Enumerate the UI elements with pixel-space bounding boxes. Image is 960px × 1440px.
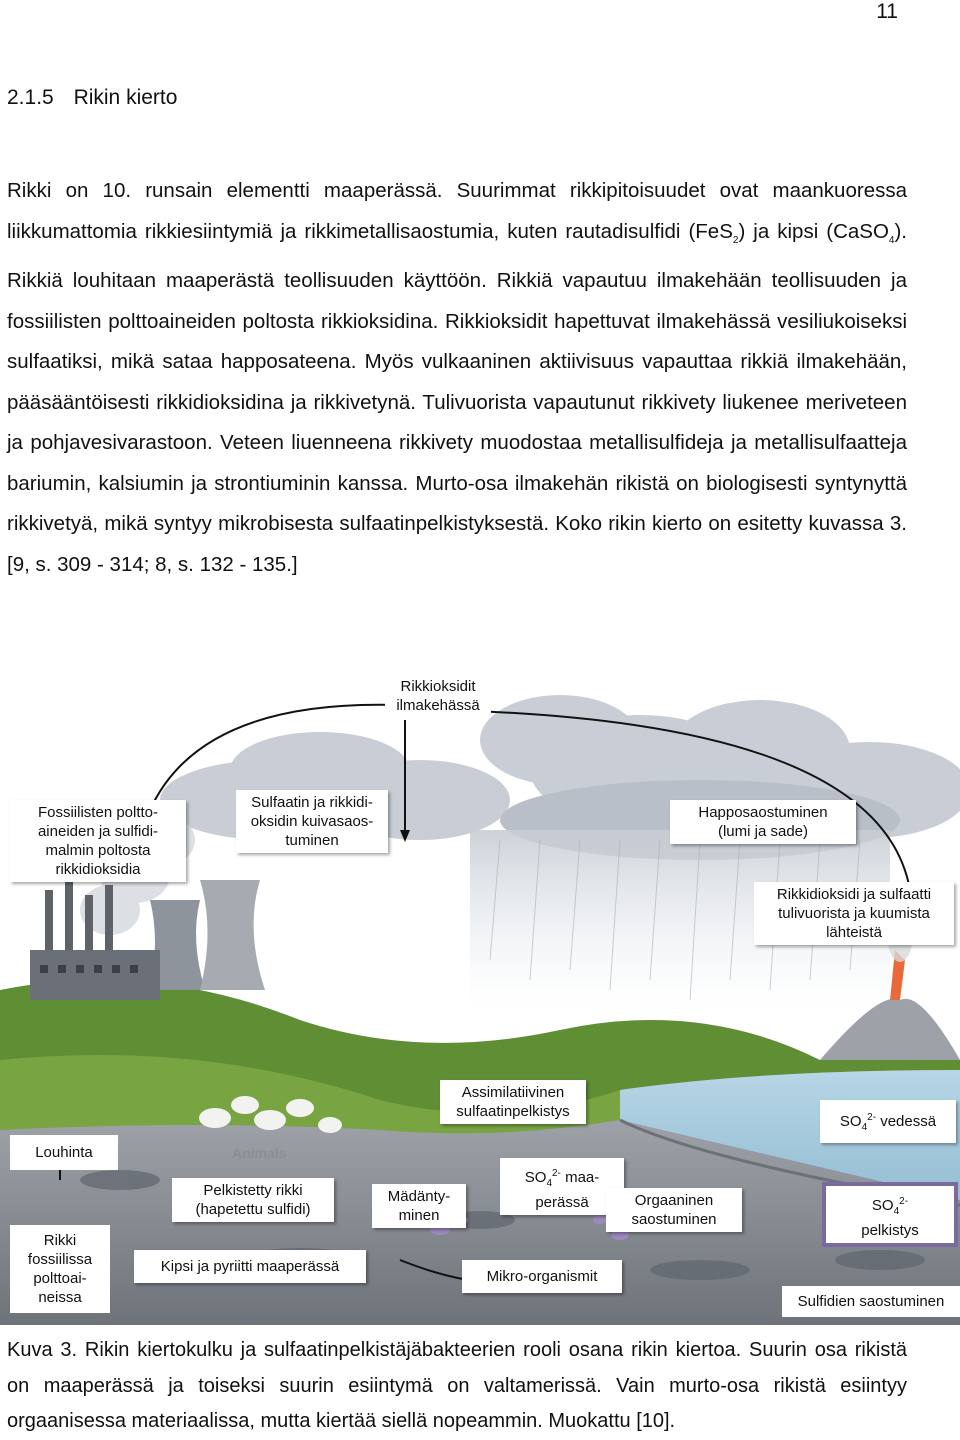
label-so4-reduction: $SO_4^{2-}$ pelkistys bbox=[822, 1182, 958, 1247]
label-sulfide-deposition: Sulfidien saostuminen bbox=[782, 1286, 960, 1317]
label-acid-deposition: Happosaostuminen (lumi ja sade) bbox=[670, 800, 856, 844]
figure-caption: Kuva 3. Rikin kiertokulku ja sulfaatinpelkistäjäbakteerien rooli osana rikin kiertoa. Suurin osa rikistä on maaperässä ja toiseksi suurin esiintymä on valtamerissä. Vain murto-osa rikistä esiintyy orgaanisessa materiaalissa, mutta kiertää siellä nopeammin. Muokattu [10]. bbox=[7, 1339, 907, 1432]
label-decay: Mädänty- minen bbox=[372, 1184, 466, 1228]
label-mining: Louhinta bbox=[10, 1135, 118, 1170]
section-title: Rikin kierto bbox=[73, 86, 178, 109]
label-sulfur-oxides-atmosphere: Rikkioksidit ilmakehässä bbox=[385, 674, 491, 718]
section-number: 2.1.5 bbox=[7, 86, 54, 109]
label-organic-deposition: Orgaaninen saostuminen bbox=[606, 1188, 742, 1232]
body-paragraph: Rikki on 10. runsain elementti maaperässä. Suurimmat rikkipitoisuudet ovat maankuoressa liikkumattomia rikkiesiintymiä ja rikkimetallisaostumia, kuten rautadisulfidi (FeS$_2$) ja kipsi (CaSO$_4$). Rikkiä louhitaan maaperästä teollisuuden käyttöön. Rikkiä vapautuu ilmakehään teollisuuden ja fossiilisten polttoaineiden poltosta rikkioksidina. Rikkioksidit hapettuvat ilmakehässä vesiliukoiseksi sulfaatiksi, mikä sataa happosateena. Myös vulkaaninen aktiivisuus vapauttaa rikkiä ilmakehään, pääsääntöisesti rikkidioksidina ja rikkivetynä. Tulivuorista vapautunut rikkivety liukenee meriveteen ja pohjavesivarastoon. Veteen liuenneena rikkivety muodostaa metallisulfideja ja metallisulfaatteja bariumin, kalsiumin ja strontiuminin kanssa. Murto-osa ilmakehän rikistä on biologisesti syntynyttä rikkivetyä, mikä syntyy mikrobisesta sulfaatinpelkistyksestä. Koko rikin kierto on esitetty kuvassa 3. [9, s. 309 - 314; 8, s. 132 - 135.] bbox=[7, 179, 907, 576]
label-fossil-fuel-burning: Fossiilisten poltto- aineiden ja sulfidi- malmin poltosta rikkidioksidia bbox=[10, 800, 186, 882]
animals-text: Animals bbox=[232, 1145, 287, 1161]
label-sulfur-in-fossil-fuels: Rikki fossiilissa polttoai- neissa bbox=[10, 1225, 110, 1313]
label-volcano-sources: Rikkidioksidi ja sulfaatti tulivuorista ja kuumista lähteistä bbox=[754, 882, 954, 945]
label-so4-in-soil: $SO_4^{2-}$ maa- perässä bbox=[500, 1158, 624, 1215]
page-number: 11 bbox=[876, 0, 898, 23]
label-dry-deposition: Sulfaatin ja rikkidi- oksidin kuivasaos- tuminen bbox=[236, 790, 388, 853]
section-heading bbox=[7, 86, 177, 110]
label-so4-in-water: $SO_4^{2-}$ vedessä bbox=[820, 1100, 956, 1143]
label-reduced-sulfur: Pelkistetty rikki (hapetettu sulfidi) bbox=[172, 1178, 334, 1222]
sulfur-cycle-illustration bbox=[0, 660, 960, 1325]
label-microorganisms: Mikro-organismit bbox=[462, 1260, 622, 1293]
label-gypsum-pyrite: Kipsi ja pyriitti maaperässä bbox=[134, 1250, 366, 1283]
sulfur-cycle-figure bbox=[0, 660, 960, 1325]
label-assimilatory-reduction: Assimilatiivinen sulfaatinpelkistys bbox=[440, 1080, 586, 1124]
